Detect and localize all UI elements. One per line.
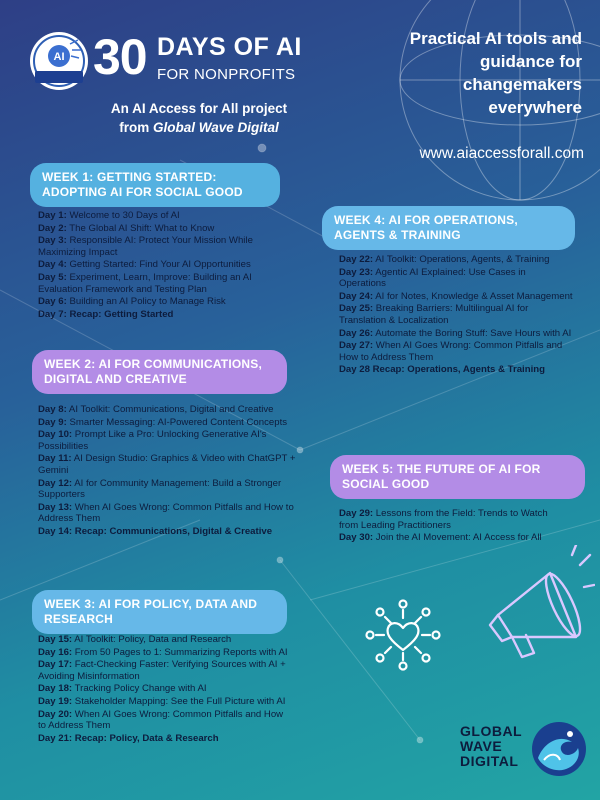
day-item — [38, 429, 308, 452]
week5-day-list — [339, 508, 564, 545]
day-title: Getting Started: Find Your AI Opportunities — [66, 259, 251, 271]
subtitle-from: from — [119, 120, 153, 135]
day-item — [38, 259, 288, 271]
day-item — [339, 291, 574, 303]
week2-header: WEEK 2: AI FOR COMMUNICATIONS, DIGITAL AND CREATIVE — [32, 350, 287, 394]
day-number: Day 20: — [38, 708, 73, 720]
day-number: Day 1: — [38, 210, 67, 221]
title-number: 30 — [93, 29, 147, 85]
project-subtitle — [64, 99, 334, 137]
day-number: Day 16: — [38, 646, 73, 658]
day-item — [38, 235, 288, 258]
day-item — [339, 508, 564, 531]
day-item — [339, 267, 574, 290]
day-title: Breaking Barriers: Multilingual AI for Translation & Localization — [339, 303, 529, 326]
day-title: When AI Goes Wrong: Common Pitfalls and How to Address Them — [339, 340, 563, 363]
day-number: Day 18: — [38, 683, 73, 695]
day-item — [38, 683, 290, 695]
week1-header: WEEK 1: GETTING STARTED: ADOPTING AI FOR SOCIAL GOOD — [30, 163, 280, 207]
day-number: Day 11: — [38, 453, 72, 465]
day-number: Day 22: — [339, 254, 374, 265]
gwd-line3: DIGITAL — [460, 753, 519, 769]
day-item — [38, 296, 288, 308]
day-title: Join the AI Movement: AI Access for All — [373, 532, 542, 544]
day-number: Day 7: Recap: Getting Started — [38, 308, 174, 320]
day-title: When AI Goes Wrong: Common Pitfalls and How to Address Them — [38, 708, 284, 732]
day-number: Day 29: — [339, 508, 374, 519]
day-item — [38, 417, 308, 429]
week5-header: WEEK 5: THE FUTURE OF AI FOR SOCIAL GOOD — [330, 455, 585, 499]
svg-text:AI: AI — [53, 51, 65, 63]
day-number: Day 4: — [38, 259, 67, 271]
day-title: AI Toolkit: Communications, Digital and Creative — [66, 404, 274, 415]
day-number: Day 26: — [339, 327, 374, 339]
day-item — [38, 223, 288, 235]
heart-people-icon — [364, 598, 442, 672]
day-item — [38, 733, 290, 745]
day-title: AI for Community Management: Build a Stronger Supporters — [38, 477, 282, 501]
day-item — [339, 340, 574, 363]
tagline: Practical AI tools and guidance for changemakers everywhere — [409, 29, 582, 117]
day-number: Day 2: — [38, 222, 67, 234]
day-item — [38, 709, 290, 732]
day-title: AI Design Studio: Graphics & Video with ChatGPT + Gemini — [38, 453, 296, 476]
subtitle-line2 — [64, 118, 334, 137]
day-item — [38, 272, 288, 295]
day-title: Automate the Boring Stuff: Save Hours with AI — [373, 327, 572, 339]
week4-header: WEEK 4: AI FOR OPERATIONS, AGENTS & TRAINING — [322, 206, 575, 250]
day-number: Day 5: — [38, 271, 67, 283]
day-title: Prompt Like a Pro: Unlocking Generative AI's Possibilities — [38, 429, 267, 452]
day-number: Day 15: — [38, 634, 73, 645]
day-number: Day 3: — [38, 235, 67, 247]
subtitle-brand: Global Wave Digital — [152, 120, 279, 135]
gwd-line1: GLOBAL — [460, 723, 523, 739]
website-url[interactable]: www.aiaccessforall.com — [419, 145, 584, 162]
day-item — [38, 404, 308, 416]
day-title: Fact-Checking Faster: Verifying Sources with AI + Avoiding Misinformation — [38, 659, 286, 682]
day-item — [38, 210, 288, 222]
day-item — [38, 647, 290, 659]
day-title: Building an AI Policy to Manage Risk — [66, 296, 226, 308]
day-item — [38, 453, 308, 476]
week3-header: WEEK 3: AI FOR POLICY, DATA AND RESEARCH — [32, 590, 287, 634]
day-title: Agentic AI Explained: Use Cases in Operations — [339, 266, 526, 290]
day-title: When AI Goes Wrong: Common Pitfalls and How to Address Them — [38, 501, 294, 525]
day-number: Day 6: — [38, 296, 67, 308]
megaphone-icon — [480, 545, 595, 665]
day-number: Day 13: — [38, 501, 73, 513]
week1-day-list — [38, 210, 288, 321]
gwd-brand-text — [460, 724, 522, 769]
week4-day-list — [339, 254, 574, 377]
day-title: The Global AI Shift: What to Know — [66, 222, 215, 234]
day-item — [38, 634, 290, 646]
subtitle-line1: An AI Access for All project — [110, 101, 288, 116]
day-item — [38, 478, 308, 501]
day-item — [38, 659, 290, 682]
wave-logo-icon — [530, 720, 588, 778]
day-number: Day 9: — [38, 416, 67, 428]
day-number: Day 28 Recap: Operations, Agents & Training — [339, 364, 545, 376]
day-item — [339, 254, 574, 266]
day-item — [38, 309, 288, 321]
day-number: Day 24: — [339, 290, 374, 302]
day-number: Day 30: — [339, 532, 374, 544]
day-title: Stakeholder Mapping: See the Full Picture with AI — [72, 695, 286, 707]
week2-day-list — [38, 404, 308, 539]
day-title: Tracking Policy Change with AI — [72, 683, 207, 695]
day-item — [339, 364, 574, 376]
week3-day-list — [38, 634, 290, 745]
day-item — [339, 303, 574, 326]
global-wave-digital-logo — [460, 720, 600, 784]
day-item — [339, 328, 574, 340]
day-item — [38, 526, 308, 538]
ai-access-logo-icon — [28, 30, 90, 92]
day-number: Day 21: Recap: Policy, Data & Research — [38, 732, 219, 744]
day-title: Welcome to 30 Days of AI — [66, 210, 180, 221]
day-title: Smarter Messaging: AI-Powered Content Concepts — [66, 416, 288, 428]
day-number: Day 10: — [38, 429, 73, 441]
gwd-line2: WAVE — [460, 738, 503, 754]
day-item — [38, 696, 290, 708]
title-for-nonprofits: FOR NONPROFITS — [157, 66, 296, 83]
day-title: Experiment, Learn, Improve: Building an AI Evaluation Framework and Testing Plan — [38, 271, 252, 295]
day-number: Day 23: — [339, 266, 374, 278]
day-title: From 50 Pages to 1: Summarizing Reports with AI — [72, 646, 288, 658]
day-number: Day 17: — [38, 659, 73, 671]
day-number: Day 27: — [339, 340, 374, 352]
day-title: Lessons from the Field: Trends to Watch from Leading Practitioners — [339, 508, 548, 531]
day-number: Day 14: Recap: Communications, Digital & Creative — [38, 525, 273, 537]
day-number: Day 19: — [38, 695, 73, 707]
day-item — [339, 532, 564, 544]
day-item — [38, 502, 308, 525]
day-title: Responsible AI: Protect Your Mission While Maximizing Impact — [38, 235, 253, 258]
title-days: DAYS OF AI — [157, 33, 302, 61]
day-number: Day 25: — [339, 303, 374, 315]
day-title: AI for Notes, Knowledge & Asset Management — [373, 290, 573, 302]
day-number: Day 8: — [38, 404, 67, 415]
day-title: AI Toolkit: Policy, Data and Research — [72, 634, 232, 645]
day-number: Day 12: — [38, 477, 73, 489]
day-title: AI Toolkit: Operations, Agents, & Training — [373, 254, 550, 265]
